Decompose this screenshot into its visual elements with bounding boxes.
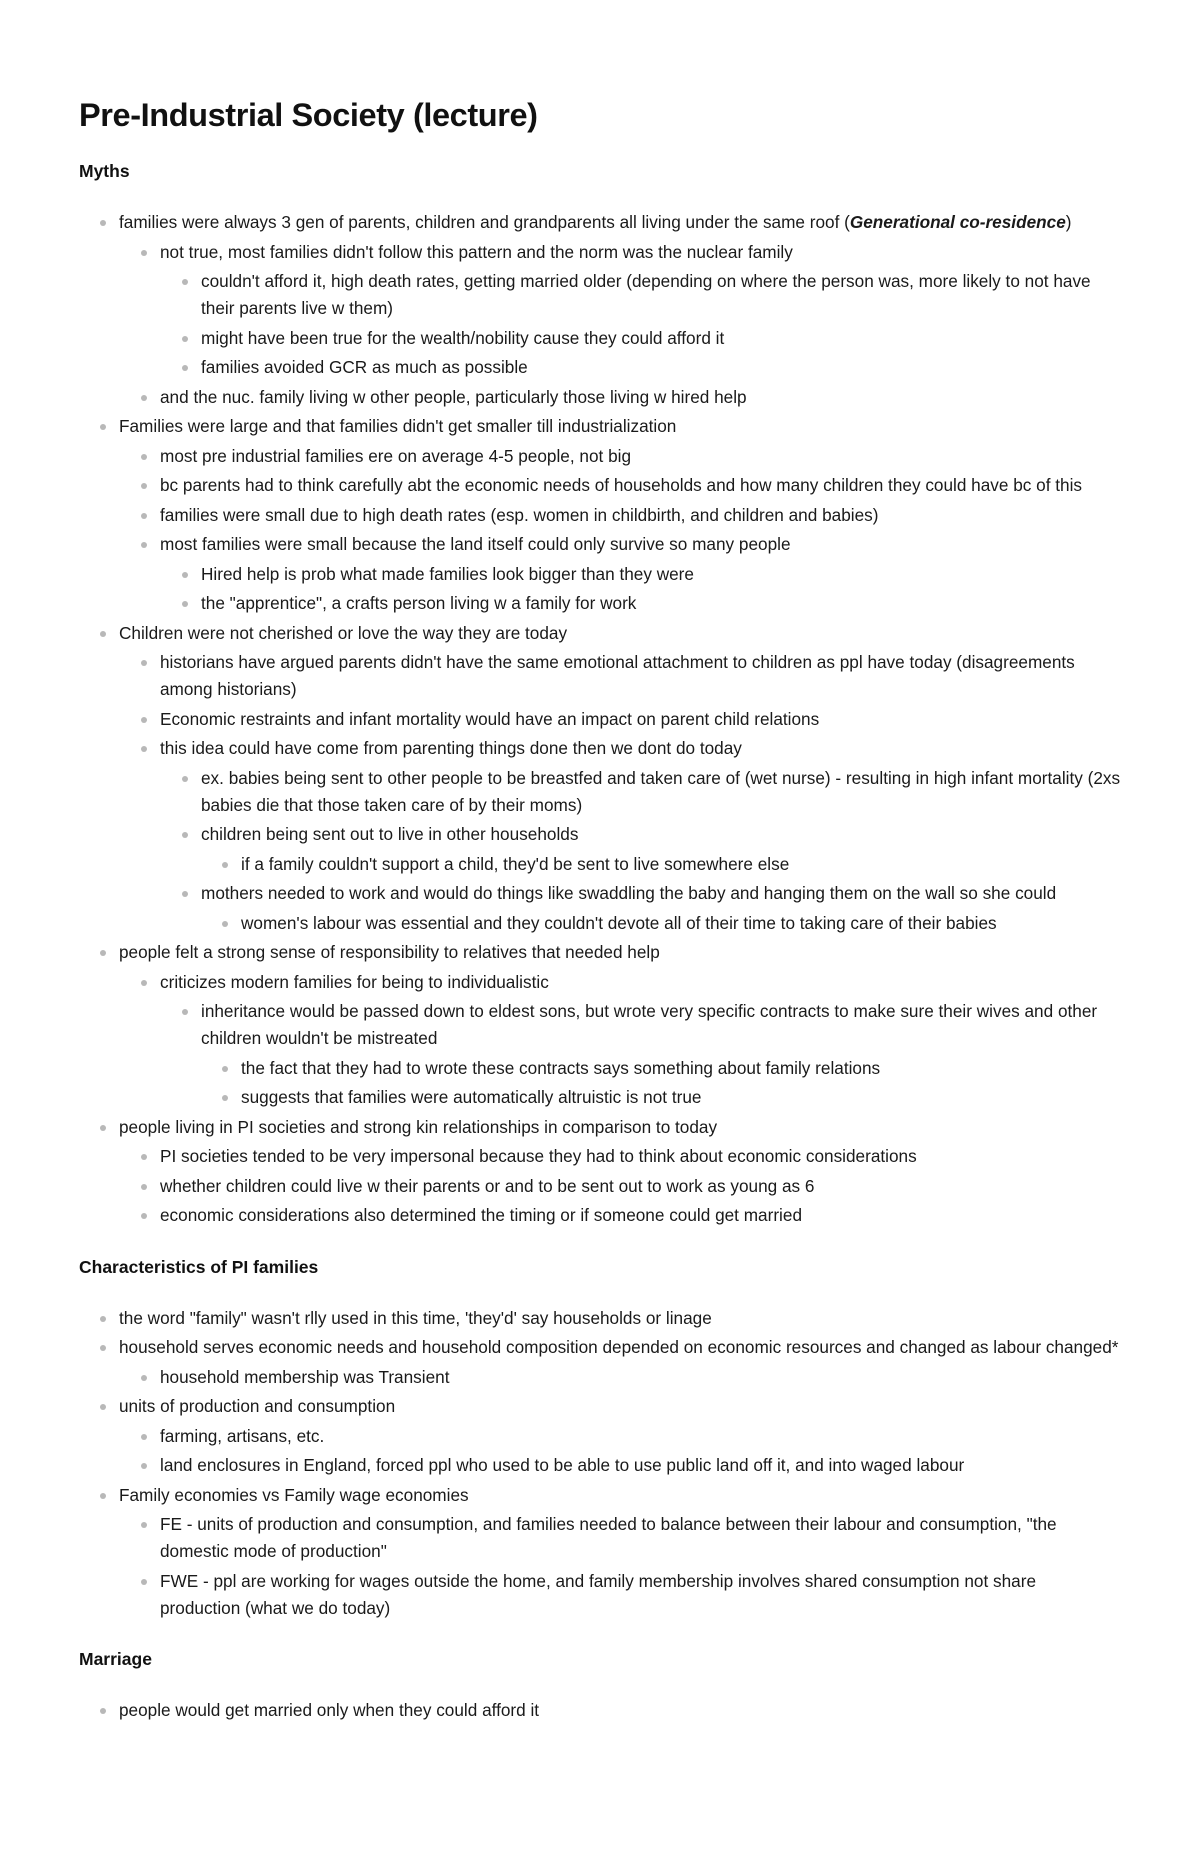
list-item <box>160 472 1121 502</box>
list-item <box>241 851 1121 881</box>
bullet-list <box>160 1423 1121 1482</box>
list-item <box>119 1334 1121 1393</box>
list-item-text: might have been true for the wealth/nobility cause they could afford it <box>201 327 725 348</box>
list-item <box>119 1305 1121 1335</box>
list-item-text: household membership was Transient <box>160 1366 450 1387</box>
list-item <box>201 765 1121 822</box>
list-item-text: Economic restraints and infant mortality would have an impact on parent child relations <box>160 708 820 729</box>
list-item <box>160 1202 1121 1232</box>
bullet-list <box>160 649 1121 939</box>
section-myths <box>79 160 1121 1232</box>
list-item <box>119 413 1121 620</box>
list-item-text: mothers needed to work and would do things like swaddling the baby and hanging them on the wall so she could <box>201 883 1057 903</box>
list-item <box>160 649 1121 706</box>
list-item <box>201 561 1121 591</box>
list-item-text: FE - units of production and consumption, and families needed to balance between their labour and consumption, "the domestic mode of production" <box>160 1514 1057 1561</box>
list-item <box>201 590 1121 620</box>
list-item-text <box>119 209 1121 239</box>
list-item <box>119 1393 1121 1482</box>
list-item-text: this idea could have come from parenting things done then we dont do today <box>160 738 742 758</box>
bullet-list <box>160 969 1121 1114</box>
section-heading: Myths <box>79 161 130 181</box>
list-item <box>119 939 1121 1114</box>
list-item-text: if a family couldn't support a child, they'd be sent to live somewhere else <box>241 853 790 874</box>
list-item <box>160 1511 1121 1568</box>
list-item <box>241 1084 1121 1114</box>
list-item-text: historians have argued parents didn't have the same emotional attachment to children as ppl have today (disagreements among historians) <box>160 652 1075 699</box>
bullet-list <box>201 561 1121 620</box>
list-item <box>160 239 1121 384</box>
list-item <box>241 910 1121 940</box>
bullet-list <box>119 1697 1121 1727</box>
list-item <box>160 1568 1121 1625</box>
list-item <box>201 880 1121 939</box>
section-heading: Marriage <box>79 1649 152 1669</box>
bullet-list <box>201 998 1121 1114</box>
list-item-text: criticizes modern families for being to individualistic <box>160 971 549 992</box>
list-item-text-part: families were always 3 gen of parents, children and grandparents all living under the same roof ( <box>119 212 850 232</box>
list-item <box>119 1697 1121 1727</box>
list-item <box>160 502 1121 532</box>
bullet-list <box>241 910 1121 940</box>
list-item-text: women's labour was essential and they couldn't devote all of their time to taking care of their babies <box>241 912 997 933</box>
section-characteristics <box>79 1256 1121 1625</box>
list-item <box>160 1143 1121 1173</box>
bullet-list <box>241 1055 1121 1114</box>
list-item-text: the "apprentice", a crafts person living w a family for work <box>201 593 637 613</box>
list-item <box>160 384 1121 414</box>
list-item-text: people felt a strong sense of responsibility to relatives that needed help <box>119 942 660 962</box>
list-item <box>160 1423 1121 1453</box>
bullet-list <box>160 443 1121 620</box>
list-item-text: the fact that they had to wrote these contracts says something about family relations <box>241 1057 881 1078</box>
bullet-list <box>201 268 1121 384</box>
list-item-text: Families were large and that families didn't get smaller till industrialization <box>119 416 677 436</box>
list-item-text: economic considerations also determined the timing or if someone could get married <box>160 1205 802 1225</box>
list-item <box>241 1055 1121 1085</box>
list-item <box>160 443 1121 473</box>
list-item-text: most families were small because the land itself could only survive so many people <box>160 534 791 554</box>
bullet-list <box>119 1305 1121 1625</box>
list-item-text: most pre industrial families ere on average 4-5 people, not big <box>160 445 632 466</box>
list-item-text: families were small due to high death rates (esp. women in childbirth, and children and babies) <box>160 504 879 525</box>
list-item-text: Children were not cherished or love the way they are today <box>119 622 568 643</box>
list-item <box>119 1114 1121 1232</box>
list-item-text-part: ) <box>1065 212 1072 232</box>
list-item-text: household serves economic needs and household composition depended on economic resources and changed as labour changed* <box>119 1337 1119 1357</box>
bullet-list <box>160 1364 1121 1394</box>
list-item-text: people would get married only when they could afford it <box>119 1700 540 1720</box>
list-item-text: PI societies tended to be very impersonal because they had to think about economic considerations <box>160 1146 917 1166</box>
page-title: Pre-Industrial Society (lecture) <box>79 97 538 133</box>
list-item-text: couldn't afford it, high death rates, getting married older (depending on where the person was, more likely to not have their parents live w them) <box>201 271 1091 318</box>
list-item-text: units of production and consumption <box>119 1396 396 1416</box>
list-item <box>201 268 1121 325</box>
list-item-text: farming, artisans, etc. <box>160 1425 325 1446</box>
list-item <box>119 1482 1121 1625</box>
list-item-text: and the nuc. family living w other people, particularly those living w hired help <box>160 386 747 407</box>
list-item-text: people living in PI societies and strong kin relationships in comparison to today <box>119 1116 718 1137</box>
list-item <box>119 209 1121 413</box>
bullet-list <box>160 239 1121 414</box>
bullet-list <box>201 765 1121 940</box>
bullet-list <box>241 851 1121 881</box>
list-item <box>160 1364 1121 1394</box>
section-heading: Characteristics of PI families <box>79 1256 319 1277</box>
list-item <box>201 821 1121 880</box>
list-item-text: inheritance would be passed down to eldest sons, but wrote very specific contracts to make sure their wives and other children wouldn't be mistreated <box>201 1001 1098 1048</box>
list-item-text: the word "family" wasn't rlly used in this time, 'they'd' say households or linage <box>119 1307 712 1328</box>
list-item-text: FWE - ppl are working for wages outside the home, and family membership involves shared consumption not share production (what we do today) <box>160 1570 1037 1618</box>
list-item-text: whether children could live w their parents or and to be sent out to work as young as 6 <box>160 1175 815 1196</box>
bullet-list <box>160 1143 1121 1232</box>
section-marriage <box>79 1648 1121 1727</box>
list-item <box>201 325 1121 355</box>
list-item-text: Hired help is prob what made families look bigger than they were <box>201 563 694 584</box>
list-item <box>160 531 1121 620</box>
list-item-text: families avoided GCR as much as possible <box>201 357 528 377</box>
emphasized-term: Generational co-residence <box>849 212 1066 232</box>
list-item <box>160 1173 1121 1203</box>
list-item-text: Family economies vs Family wage economies <box>119 1484 469 1505</box>
list-item <box>119 620 1121 940</box>
bullet-list <box>119 209 1121 1232</box>
list-item-text: ex. babies being sent to other people to be breastfed and taken care of (wet nurse) - resulting in high infant mortality (2xs babies die that those taken care of by their moms) <box>201 767 1121 815</box>
list-item <box>201 354 1121 384</box>
list-item-text: not true, most families didn't follow this pattern and the norm was the nuclear family <box>160 241 793 262</box>
list-item-text: land enclosures in England, forced ppl who used to be able to use public land off it, and into waged labour <box>160 1455 965 1475</box>
list-item-text: bc parents had to think carefully abt the economic needs of households and how many children they could have bc of this <box>160 475 1083 495</box>
list-item <box>160 1452 1121 1482</box>
bullet-list <box>160 1511 1121 1624</box>
list-item-text: suggests that families were automatically altruistic is not true <box>241 1087 702 1107</box>
list-item <box>160 735 1121 939</box>
list-item <box>160 706 1121 736</box>
list-item-text: children being sent out to live in other households <box>201 824 579 844</box>
list-item <box>201 998 1121 1114</box>
list-item <box>160 969 1121 1114</box>
